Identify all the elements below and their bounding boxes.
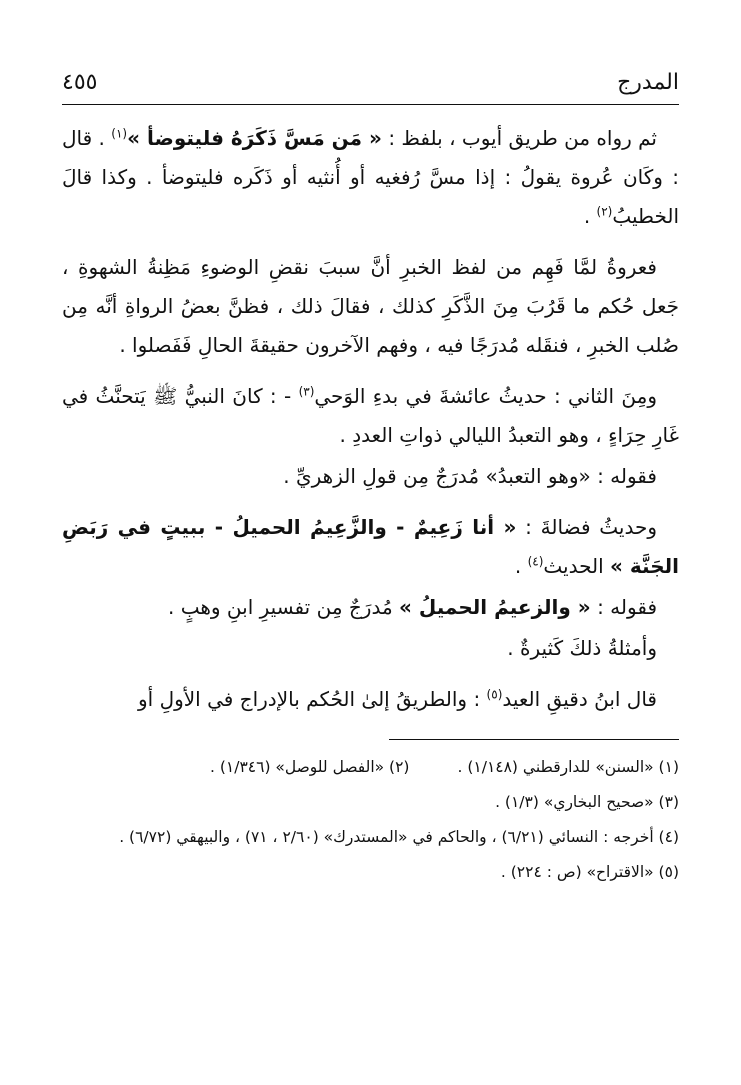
footnote-row — [62, 752, 679, 783]
paragraph-3 — [62, 377, 679, 455]
footnote-1: (١) «السنن» للدارقطني (١/١٤٨) . — [457, 758, 679, 776]
page-number: ٤٥٥ — [62, 70, 98, 95]
paragraph-8 — [62, 680, 679, 719]
footnote-5: (٥) «الاقتراح» (ص : ٢٢٤) . — [500, 863, 679, 881]
footnotes — [62, 752, 679, 888]
hadith-quote: « أنا زَعِيمٌ - والزَّعِيمُ الحميلُ - ببيتٍ في رَبَضِ الجَنَّة » — [62, 515, 679, 578]
footnote-ref: (١) — [111, 126, 128, 141]
text-run: وحديثُ فضالةَ : — [516, 515, 657, 539]
footnote-ref: (٢) — [596, 204, 613, 219]
chapter-title: المدرج — [617, 70, 679, 95]
footnote-ref: (٤) — [527, 554, 544, 569]
text-run: فقوله : — [590, 595, 657, 619]
text-run: قال ابنُ دقيقِ العيد — [502, 687, 657, 711]
page-header — [62, 68, 679, 105]
footnote-divider — [389, 739, 679, 740]
hadith-quote: « والزعيمُ الحميلُ » — [399, 595, 591, 619]
footnote-ref: (٥) — [486, 687, 503, 702]
text-run: ومِنَ الثاني : حديثُ عائشةَ في بدءِ الوَحي — [314, 384, 658, 408]
paragraph-1 — [62, 119, 679, 236]
text-run: : والطريقُ إلىٰ الحُكم بالإدراج في الأولِ أو — [138, 687, 487, 711]
footnote-4: (٤) أخرجه : النسائي (٦/٢١) ، والحاكم في «المستدرك» (٢/٦٠ ، ٧١) ، والبيهقي (٦/٧٢) . — [119, 828, 679, 846]
footnote-2: (٢) «الفصل للوصل» (١/٣٤٦) . — [210, 758, 410, 776]
text-run: - : كانَ النبيُّ ﷺ يَتحنَّثُ في غَارِ حِرَاءٍ ، وهو التعبدُ الليالي ذواتِ العددِ . — [62, 384, 679, 447]
text-run: مُدرَجٌ مِن تفسيرِ ابنِ وهبٍ . — [168, 595, 400, 619]
hadith-quote: « مَن مَسَّ ذَكَرَهُ فليتوضأ » — [127, 126, 382, 150]
paragraph-4: فقوله : «وهو التعبدُ» مُدرَجٌ مِن قولِ الزهريِّ . — [283, 464, 657, 488]
main-text — [62, 119, 679, 719]
text-run: . — [583, 204, 597, 228]
paragraph-2: فعروةُ لمَّا فَهِم من لفظ الخبرِ أنَّ سببَ نقضِ الوضوءِ مَظِنةُ الشهوةِ ، جَعل حُكم ما قَرُبَ مِنَ الذَّكَرِ كذلك ، فقالَ ذلك ، فظنَّ بعضُ الرواةِ أنَّه مِن صُلب الخبرِ ، فنقَله مُدرَجًا فيه ، وفهم الآخرون حقيقةَ الحالِ فَفَصلوا . — [62, 255, 679, 357]
text-run: . — [514, 554, 528, 578]
book-page — [62, 68, 679, 892]
footnote-ref: (٣) — [298, 384, 315, 399]
text-run: ثم رواه من طريق أيوب ، بلفظ : — [381, 126, 658, 150]
text-run: الحديث — [543, 554, 611, 578]
paragraph-7: وأمثلةُ ذلكَ كَثيرةٌ . — [507, 636, 657, 660]
text-run: . قال : وكَان عُروة يقولُ : إذا مسَّ رُفغيه أو أُنثيه أو ذَكَره فليتوضأ . وكذا قالَ الخطيبُ — [62, 126, 679, 228]
paragraph-6 — [62, 588, 679, 627]
footnote-3: (٣) «صحيح البخاري» (١/٣) . — [495, 793, 679, 811]
paragraph-5 — [62, 508, 679, 586]
